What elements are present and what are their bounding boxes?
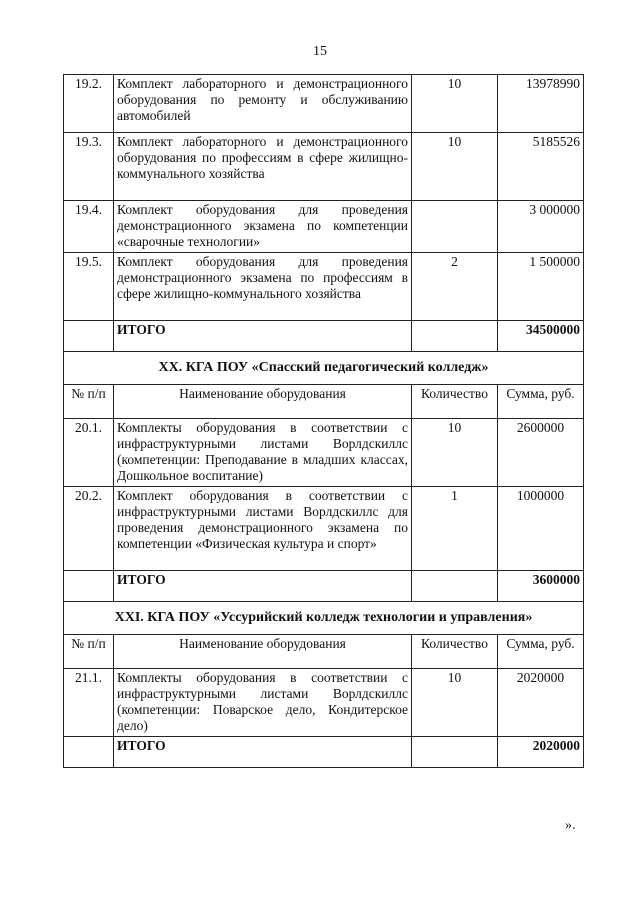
table-header-row [64, 385, 584, 419]
equipment-name: Комплект оборудования для проведения демонстрационного экзамена по компетенции «сварочные технологии» [114, 201, 412, 253]
total-amount: 3600000 [498, 571, 584, 602]
equipment-name: Комплект оборудования в соответствии с инфраструктурными листами Ворлдскиллс для проведения демонстрационного экзамена по компетенции «Физическая культура и спорт» [114, 487, 412, 571]
total-label: ИТОГО [114, 571, 412, 602]
equipment-table [63, 74, 584, 768]
table-header-row [64, 635, 584, 669]
amount: 3 000000 [498, 201, 584, 253]
quantity: 10 [412, 669, 498, 737]
table-row [64, 201, 584, 253]
row-number: 20.2. [64, 487, 114, 571]
row-number: 19.3. [64, 133, 114, 201]
equipment-name: Комплект лабораторного и демонстрационного оборудования по ремонту и обслуживанию автомобилей [114, 75, 412, 133]
amount: 5185526 [498, 133, 584, 201]
table-row [64, 669, 584, 737]
page-number: 15 [313, 44, 327, 59]
header-name: Наименование оборудования [114, 635, 412, 669]
row-number: 21.1. [64, 669, 114, 737]
section-heading-row [64, 352, 584, 385]
header-quantity: Количество [412, 385, 498, 419]
table-row [64, 487, 584, 571]
amount: 1000000 [498, 487, 584, 571]
quantity: 2 [412, 253, 498, 321]
total-row [64, 321, 584, 352]
total-row [64, 737, 584, 768]
section-title: XXI. КГА ПОУ «Уссурийский колледж технологии и управления» [64, 602, 584, 635]
total-amount: 34500000 [498, 321, 584, 352]
equipment-name: Комплекты оборудования в соответствии с инфраструктурными листами Ворлдскиллс (компетенции: Преподавание в младших классах, Дошкольное воспитание) [114, 419, 412, 487]
row-number: 19.5. [64, 253, 114, 321]
total-row [64, 571, 584, 602]
quantity [412, 201, 498, 253]
amount: 2020000 [498, 669, 584, 737]
table-row [64, 75, 584, 133]
total-amount: 2020000 [498, 737, 584, 768]
equipment-name: Комплект лабораторного и демонстрационного оборудования по профессиям в сфере жилищно-коммунального хозяйства [114, 133, 412, 201]
section-heading-row [64, 602, 584, 635]
quantity: 10 [412, 133, 498, 201]
header-amount: Сумма, руб. [498, 385, 584, 419]
row-number: 20.1. [64, 419, 114, 487]
table-row [64, 253, 584, 321]
table-row [64, 133, 584, 201]
equipment-name: Комплекты оборудования в соответствии с инфраструктурными листами Ворлдскиллс (компетенции: Поварское дело, Кондитерское дело) [114, 669, 412, 737]
header-amount: Сумма, руб. [498, 635, 584, 669]
row-number: 19.2. [64, 75, 114, 133]
amount: 2600000 [498, 419, 584, 487]
table-row [64, 419, 584, 487]
header-quantity: Количество [412, 635, 498, 669]
quantity: 1 [412, 487, 498, 571]
header-number: № п/п [64, 385, 114, 419]
header-number: № п/п [64, 635, 114, 669]
amount: 13978990 [498, 75, 584, 133]
closing-quote-mark: ». [565, 818, 576, 833]
amount: 1 500000 [498, 253, 584, 321]
row-number: 19.4. [64, 201, 114, 253]
quantity: 10 [412, 75, 498, 133]
quantity: 10 [412, 419, 498, 487]
total-label: ИТОГО [114, 737, 412, 768]
section-title: XX. КГА ПОУ «Спасский педагогический колледж» [64, 352, 584, 385]
header-name: Наименование оборудования [114, 385, 412, 419]
equipment-name: Комплект оборудования для проведения демонстрационного экзамена по профессиям в сфере жилищно-коммунального хозяйства [114, 253, 412, 321]
total-label: ИТОГО [114, 321, 412, 352]
